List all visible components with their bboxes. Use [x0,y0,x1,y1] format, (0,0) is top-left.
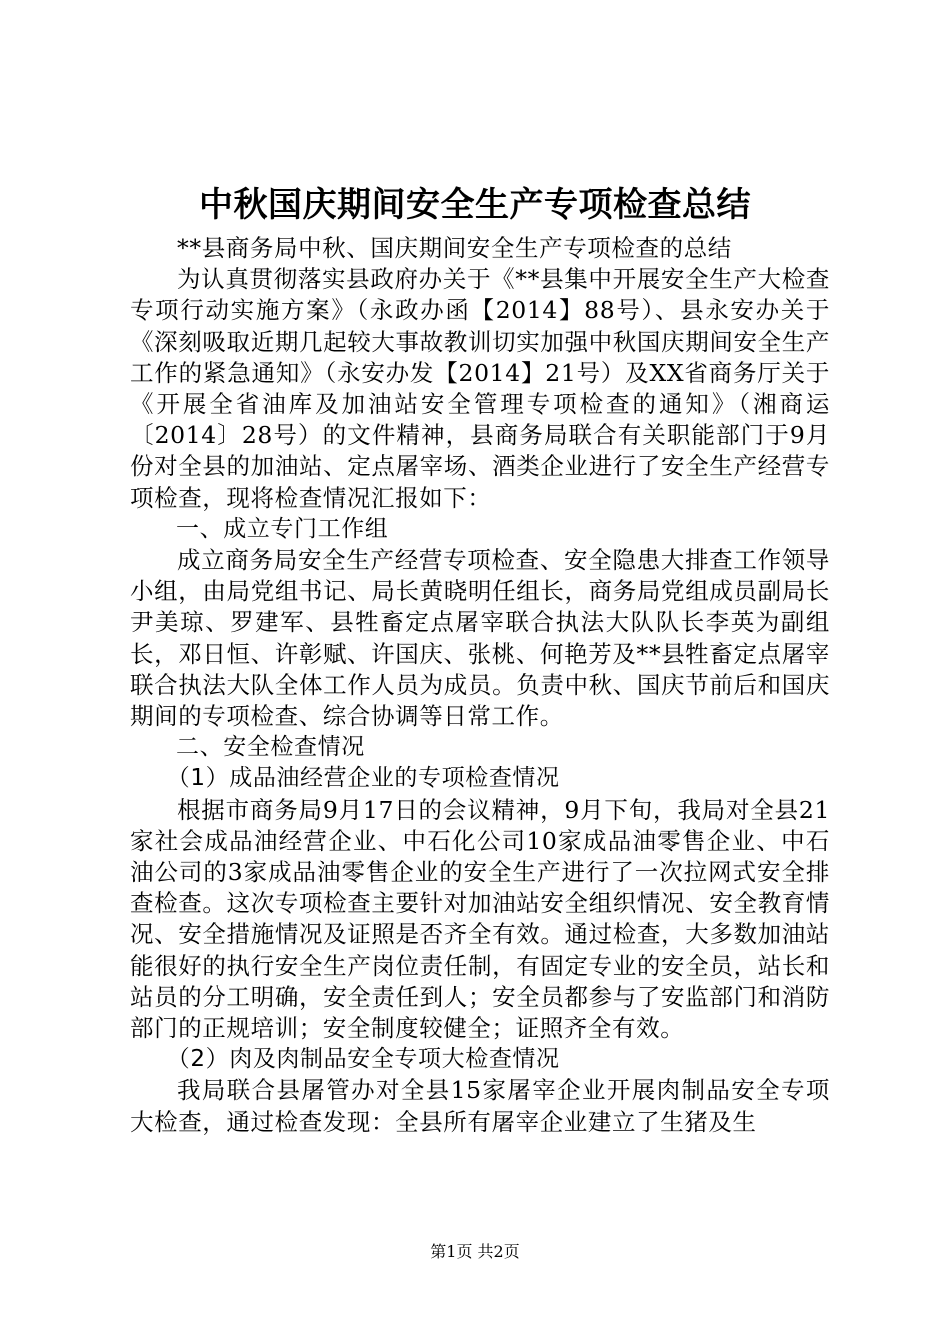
subsection-2-paragraph: 我局联合县屠管办对全县15家屠宰企业开展肉制品安全专项大检查，通过检查发现：全县所有屠宰企业建立了生猪及生 [130,1076,830,1136]
document-title: 中秋国庆期间安全生产专项检查总结 [199,185,751,225]
subsection-heading-1: （1）成品油经营企业的专项检查情况 [166,765,560,792]
subtitle-paragraph: **县商务局中秋、国庆期间安全生产专项检查的总结 [177,234,732,262]
subsection-heading-2: （2）肉及肉制品安全专项大检查情况 [166,1046,560,1073]
document-body [130,233,830,1138]
page-footer: 第1页 共2页 [430,1242,520,1261]
section-heading-1: 一、成立专门工作组 [176,515,389,542]
section-1-paragraph: 成立商务局安全生产经营专项检查、安全隐患大排查工作领导小组，由局党组书记、局长黄晓明任组长，商务局党组成员副局长尹美琼、罗建军、县牲畜定点屠宰联合执法大队队长李英为副组长，邓日恒、许彰赋、许国庆、张桃、何艳芳及**县牲畜定点屠宰联合执法大队全体工作人员为成员。负责中秋、国庆节前后和国庆期间的专项检查、综合协调等日常工作。 [130,546,830,731]
subsection-1-paragraph: 根据市商务局9月17日的会议精神，9月下旬，我局对全县21家社会成品油经营企业、中石化公司10家成品油零售企业、中石油公司的3家成品油零售企业的安全生产进行了一次拉网式安全排查检查。这次专项检查主要针对加油站安全组织情况、安全教育情况、安全措施情况及证照是否齐全有效。通过检查，大多数加油站能很好的执行安全生产岗位责任制，有固定专业的安全员，站长和站员的分工明确，安全责任到人；安全员都参与了安监部门和消防部门的正规培训；安全制度较健全；证照齐全有效。 [130,795,830,1043]
section-heading-2: 二、安全检查情况 [176,734,365,761]
intro-paragraph: 为认真贯彻落实县政府办关于《**县集中开展安全生产大检查专项行动实施方案》（永政办函【2014】88号）、县永安办关于《深刻吸取近期几起较大事故教训切实加强中秋国庆期间安全生产工作的紧急通知》（永安办发【2014】21号）及XX省商务厅关于《开展全省油库及加油站安全管理专项检查的通知》（湘商运〔2014〕28号）的文件精神，县商务局联合有关职能部门于9月份对全县的加油站、定点屠宰场、酒类企业进行了安全生产经营专项检查，现将检查情况汇报如下： [130,265,830,512]
